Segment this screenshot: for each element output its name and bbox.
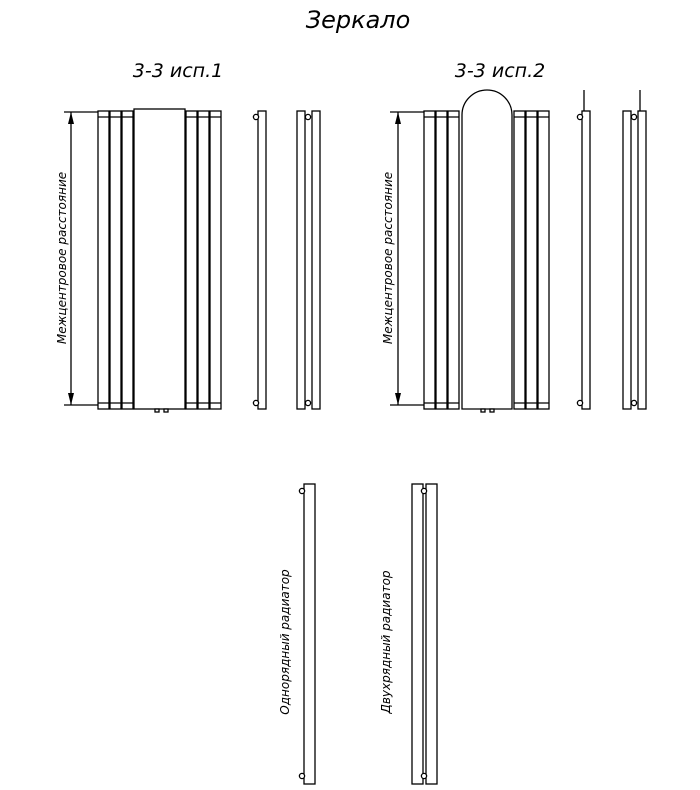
drawing-title: Зеркало bbox=[305, 6, 411, 34]
variant-1-label: 3-3 исп.1 bbox=[132, 60, 224, 82]
variant-2-label: 3-3 исп.2 bbox=[454, 60, 546, 82]
variant-1-side-view-double bbox=[297, 111, 320, 409]
variant-2-front-view bbox=[424, 90, 549, 412]
variant-1-dimension-label: Межцентровое расстояние bbox=[55, 171, 69, 345]
variant-1-drawing bbox=[55, 109, 320, 412]
single-row-radiator-view bbox=[299, 484, 315, 784]
variant-2-side-view-single bbox=[577, 90, 590, 409]
variant-2-side-view-double bbox=[623, 90, 646, 409]
double-row-radiator-view bbox=[412, 484, 437, 784]
variant-2-drawing bbox=[381, 90, 646, 412]
double-row-radiator-label: Двухрядный радиатор bbox=[379, 570, 393, 714]
single-row-radiator-label: Однорядный радиатор bbox=[278, 569, 292, 715]
variant-1-front-view bbox=[98, 109, 221, 412]
variant-1-dimension bbox=[64, 112, 98, 405]
variant-2-dimension-label: Межцентровое расстояние bbox=[381, 171, 395, 345]
variant-1-side-view-single bbox=[253, 111, 266, 409]
variant-2-dimension bbox=[390, 112, 424, 405]
